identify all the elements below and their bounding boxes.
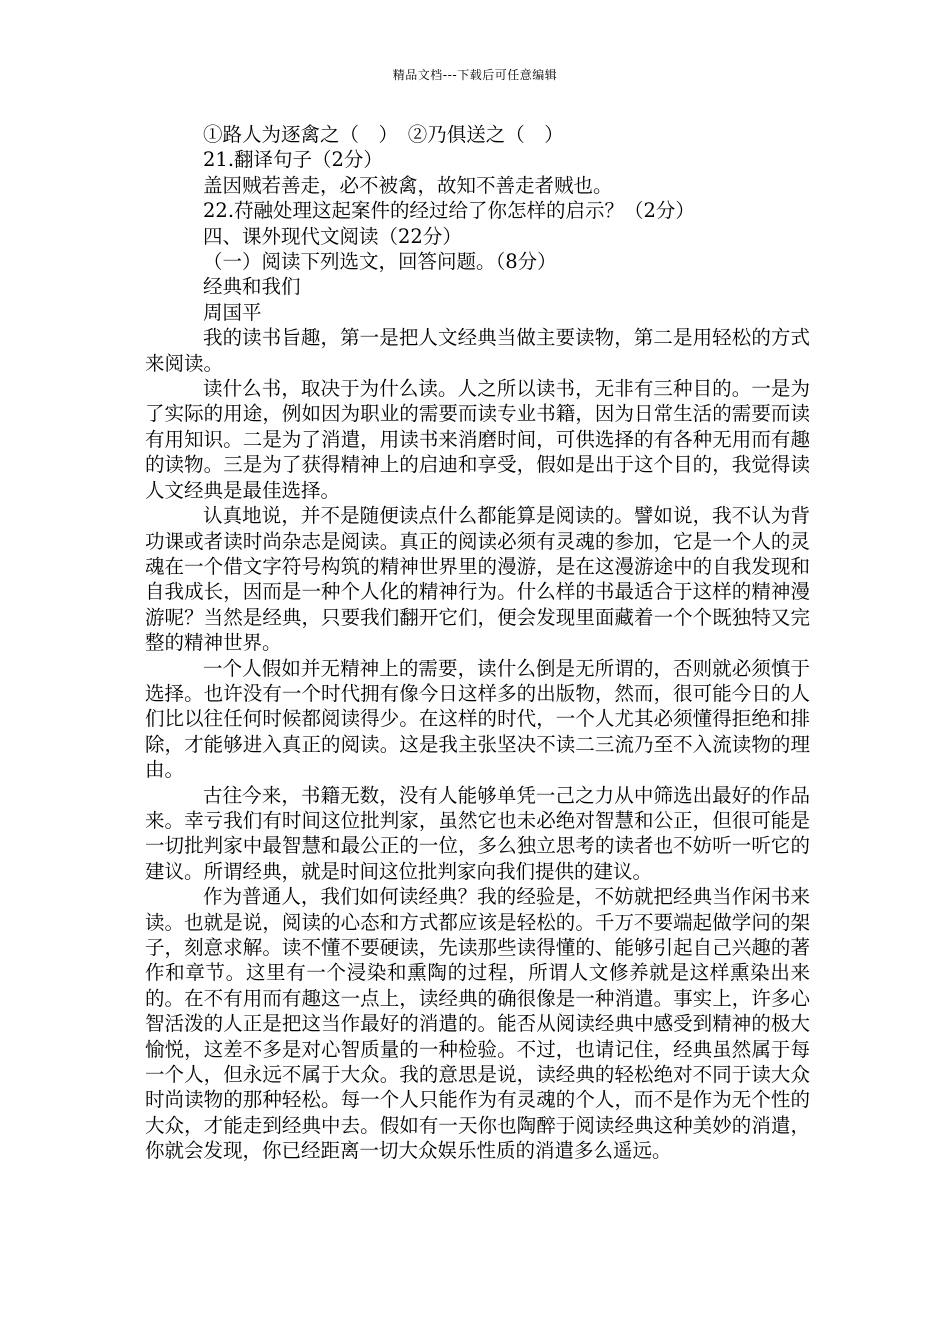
article-author: 周国平: [203, 300, 262, 324]
q22-title: 22.苻融处理这起案件的经过给了你怎样的启示？（2分）: [203, 199, 695, 223]
document-body: [145, 122, 810, 1164]
q20-blanks: ①路人为逐禽之（ ） ②乃俱送之（ ）: [203, 123, 564, 146]
article-paragraph: 一个人假如并无精神上的需要，读什么倒是无所谓的，否则就必须慎于选择。也许没有一个时代拥有像今日这样多的出版物，然而，很可能今日的人们比以往任何时候都阅读得少。在这样的时代，一个人尤其必须懂得拒绝和排除，才能够进入真正的阅读。这是我主张坚决不读二三流乃至不入流读物的理由。: [145, 656, 810, 782]
article-paragraph: 古往今来，书籍无数，没有人能够单凭一己之力从中筛选出最好的作品来。幸亏我们有时间这位批判家，虽然它也未必绝对智慧和公正，但很可能是一切批判家中最智慧和最公正的一位，多么独立思考的读者也不妨听一听它的建议。所谓经典，就是时间这位批判家向我们提供的建议。: [145, 783, 810, 883]
q21-sentence: 盖因贼若善走，必不被禽，故知不善走者贼也。: [203, 173, 613, 197]
article-paragraph: 我的读书旨趣，第一是把人文经典当做主要读物，第二是用轻松的方式来阅读。: [145, 326, 810, 375]
subsection1-title: （一）阅读下列选文，回答问题。（8分）: [203, 250, 557, 274]
section4-title: 四、课外现代文阅读（22分）: [203, 224, 462, 248]
q21-title: 21.翻译句子（2分）: [203, 148, 383, 172]
article-paragraph: 作为普通人，我们如何读经典？我的经验是，不妨就把经典当作闲书来读。也就是说，阅读的心态和方式都应该是轻松的。千万不要端起做学问的架子，刻意求解。读不懂不要硬读，先读那些读得懂的、能够引起自己兴趣的著作和章节。这里有一个浸染和熏陶的过程，所谓人文修养就是这样熏染出来的。在不有用而有趣这一点上，读经典的确很像是一种消遣。事实上，许多心智活泼的人正是把这当作最好的消遣的。能否从阅读经典中感受到精神的极大愉悦，这差不多是对心智质量的一种检验。不过，也请记住，经典虽然属于每一个人，但永远不属于大众。我的意思是说，读经典的轻松绝对不同于读大众时尚读物的那种轻松。每一个人只能作为有灵魂的个人，而不是作为无个性的大众，才能走到经典中去。假如有一天你也陶醉于阅读经典这种美妙的消遣，你就会发现，你已经距离一切大众娱乐性质的消遣多么遥远。: [145, 885, 810, 1163]
article-title: 经典和我们: [203, 275, 301, 299]
page-header: 精品文档---下载后可任意编辑: [392, 68, 558, 82]
article-paragraph: 认真地说，并不是随便读点什么都能算是阅读的。譬如说，我不认为背功课或者读时尚杂志是阅读。真正的阅读必须有灵魂的参加，它是一个人的灵魂在一个借文字符号构筑的精神世界里的漫游，是在这漫游途中的自我发现和自我成长，因而是一种个人化的精神行为。什么样的书最适合于这样的精神漫游呢？当然是经典，只要我们翻开它们，便会发现里面藏着一个个既独特又完整的精神世界。: [145, 504, 810, 655]
article-paragraph: 读什么书，取决于为什么读。人之所以读书，无非有三种目的。一是为了实际的用途，例如因为职业的需要而读专业书籍，因为日常生活的需要而读有用知识。二是为了消遣，用读书来消磨时间，可供选择的有各种无用而有趣的读物。三是为了获得精神上的启迪和享受，假如是出于这个目的，我觉得读人文经典是最佳选择。: [145, 377, 810, 502]
